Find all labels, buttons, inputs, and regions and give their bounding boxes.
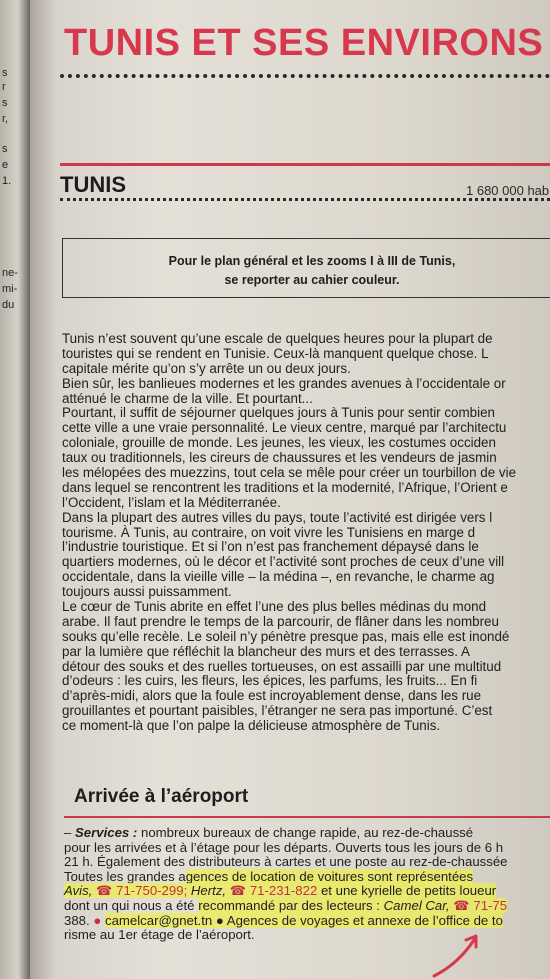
body-line: d’odeurs : les cuirs, les fleurs, les épices, les parfums, les fruits... En fi [62, 673, 478, 689]
body-line: occidentale, dans la vieille ville – la médina –, en revanche, le charme ag [62, 569, 495, 585]
subheading-red-rule [64, 816, 550, 818]
body-line: les mélopées des muezzins, tout cela se mêle pour créer un tourbillon de vie [62, 465, 517, 481]
email-address: camelcar@gnet.tn [104, 912, 213, 928]
body-line: tourisme. À Tunis, au contraire, on voit vivre les Tunisiens en marge d [62, 524, 476, 540]
services-line: risme au 1er étage de l’aéroport. [64, 927, 255, 943]
services-line: 388. ● camelcar@gnet.tn ● Agences de voyages et annexe de l’office de to [64, 912, 503, 928]
body-line: atténué le charme de la ville. Et pourtant... [62, 390, 313, 406]
email-icon: ● [93, 912, 102, 928]
book-page [30, 0, 550, 979]
body-line: Tunis n’est souvent qu’une escale de quelques heures pour la plupart de [62, 331, 493, 346]
left-page-edge [0, 0, 30, 979]
map-notice-box [62, 238, 550, 298]
body-line: ce moment-là que l’on palpe la délicieuse atmosphère de Tunis. [62, 718, 441, 734]
red-arrow-annotation [430, 930, 490, 979]
section-red-rule [60, 163, 550, 166]
body-line: Pourtant, il suffit de séjourner quelques jours à Tunis pour sentir combien [62, 405, 495, 421]
body-line: coloniale, grouille de monde. Les jeunes, les vieux, les costumes occiden [62, 435, 496, 451]
left-page-fragment: e [2, 159, 9, 171]
body-line: arabe. Il faut prendre le temps de la parcourir, de flâner dans les nombreu [62, 613, 499, 629]
body-line: d’après-midi, alors que la foule est incroyablement dense, dans les rue [62, 688, 482, 704]
phone-avis: ☎ 71-750-299; [96, 883, 188, 899]
phone-hertz: ☎ 71-231-822 [229, 883, 318, 899]
section-title: TUNIS [60, 172, 126, 197]
left-page-fragment: mi- [2, 283, 18, 295]
body-line: détour des souks et des ruelles tortueuses, on est assailli par une multitud [62, 658, 502, 674]
body-line: l’industrie touristique. Et si l’on n’est pas franchement dépaysé dans le [62, 539, 479, 555]
body-line: quartiers modernes, où le décor et l’activité sont proches de ceux d’une vill [62, 554, 505, 570]
left-page-fragment: r, [2, 113, 9, 125]
left-page-fragment: s [2, 97, 8, 109]
body-line: taux ou traditionnels, les cireurs de chaussures et les vendeurs de jasmin [62, 450, 497, 466]
body-line: par la lumière que réfléchit la blancheur des murs et des terrasses. A [62, 643, 470, 659]
chapter-title: TUNIS ET SES ENVIRONS [64, 22, 544, 64]
body-line: capitale mérite qu’on s’y arrête un ou deux jours. [62, 360, 351, 376]
services-line: dont un qui nous a été recommandé par des lecteurs : Camel Car, ☎ 71-75 [64, 897, 508, 913]
intro-body-text [62, 332, 550, 734]
body-line: l’Occident, l’islam et la Méditerranée. [62, 494, 281, 510]
services-label: Services : [75, 825, 138, 840]
left-page-fragment: s [2, 67, 8, 79]
notice-line: Pour le plan général et les zooms I à III de Tunis, [168, 254, 456, 268]
left-page-fragment: du [2, 299, 15, 311]
body-line: cette ville a une vraie personnalité. Le vieux centre, marqué par l’architectu [62, 420, 507, 436]
airport-subheading: Arrivée à l’aéroport [74, 786, 249, 807]
body-line: Bien sûr, les banlieues modernes et les grandes avenues à l’occidentale or [62, 375, 506, 391]
body-line: Le cœur de Tunis abrite en effet l’une des plus belles médinas du mond [62, 599, 487, 615]
car-rental-camel: Camel Car, [383, 897, 450, 913]
services-line: – Services : nombreux bureaux de change rapide, au rez-de-chaussé [64, 825, 474, 840]
left-page-fragment: ne- [2, 267, 18, 279]
notice-line: se reporter au cahier couleur. [224, 273, 400, 287]
services-line: 21 h. Également des distributeurs à cartes et une poste au rez-de-chaussée [64, 854, 508, 870]
body-line: grouillantes et pourtant paisibles, l’étranger ne sera pas importuné. C’est [62, 703, 493, 719]
body-line: touristes qui se rendent en Tunisie. Ceux-là manquent quelque chose. L [62, 345, 489, 361]
population-count: 1 680 000 hab [466, 183, 550, 198]
left-page-fragment: s [2, 143, 8, 155]
body-line: dans lequel se rencontrent les traditions et la modernité, l’Afrique, l’Orient e [62, 479, 508, 495]
car-rental-avis: Avis, [64, 883, 93, 899]
left-page-fragment: 1. [2, 175, 12, 187]
title-dotted-rule [60, 74, 550, 78]
services-line: pour les arrivées et à l’étage pour les départs. Ouverts tous les jours de 6 h [64, 839, 504, 855]
airport-services-text [64, 826, 550, 943]
services-line: Avis, ☎ 71-750-299; Hertz, ☎ 71-231-822 et une kyrielle de petits loueur [64, 883, 497, 899]
section-dotted-rule [60, 198, 550, 201]
body-line: souks qu’elle recèle. Le soleil n’y pénètre presque pas, mais elle est inondé [62, 628, 510, 644]
phone-camel: ☎ 71-75 [453, 897, 508, 913]
body-line: Dans la plupart des autres villes du pays, toute l’activité est dirigée vers l [62, 509, 493, 525]
body-line: toujours aussi puissamment. [62, 584, 232, 600]
car-rental-hertz: Hertz, [190, 883, 227, 899]
services-line: Toutes les grandes agences de location de voitures sont représentées [64, 868, 474, 884]
left-page-fragment: r [2, 81, 6, 93]
